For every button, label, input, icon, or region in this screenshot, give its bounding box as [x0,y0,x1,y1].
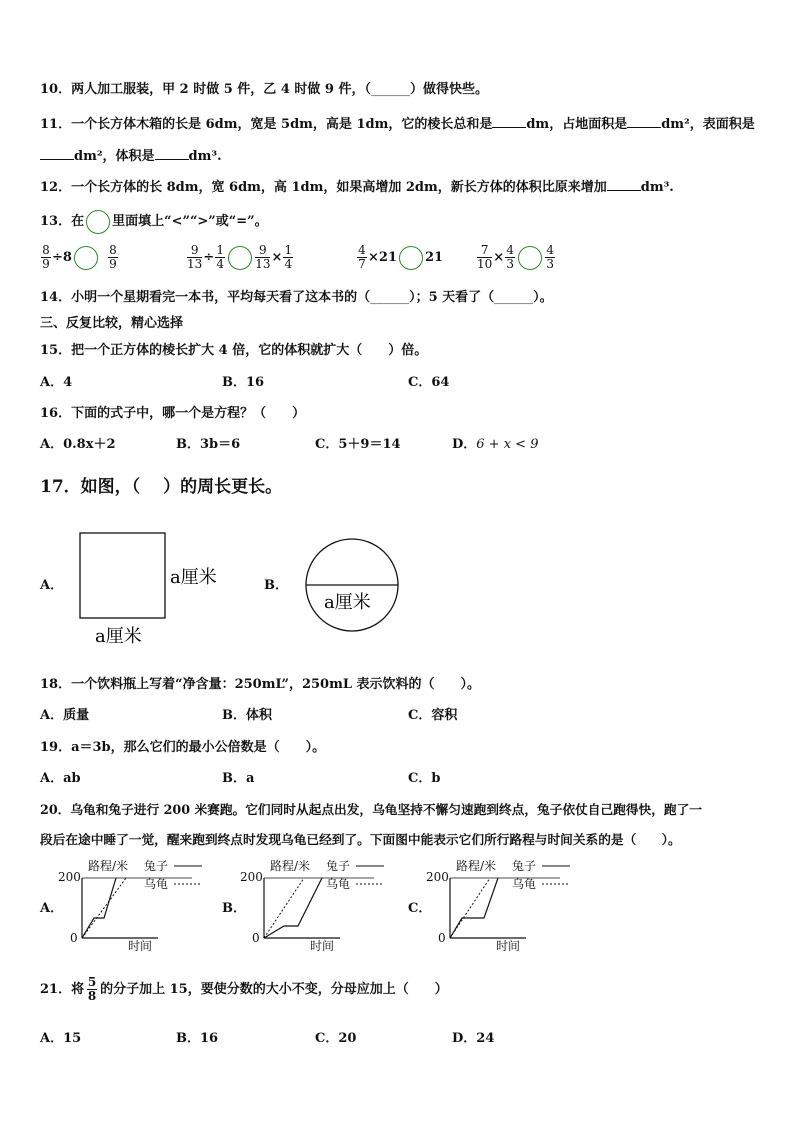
graph-option-c [426,856,576,956]
graph-option-b [240,856,390,956]
fraction: $\frac{4}{3}$ [506,243,514,271]
legend-rabbit-label: 兔子 [326,859,351,873]
compare-item-1: $\frac{8}{9}$ ÷8 $\frac{8}{9}$ [42,243,117,271]
y-tick-label: 200 [58,870,81,884]
fraction: $\frac{7}{10}$ [477,243,493,271]
question-20-line2: 段后在途中睡了一觉，醒来跑到终点时发现乌龟已经到了。下面图中能表示它们所行路程与时间关系的是（ ）。 [40,832,681,847]
section-heading: 三、反复比较，精心选择 [40,316,184,331]
q11-blank-area[interactable] [627,115,661,128]
turtle-series-line [82,878,126,938]
q20-option-a[interactable]: A． [40,901,64,916]
q16-option-d[interactable]: D．6 + x < 9 [452,437,539,452]
question-15: 15．把一个正方体的棱长扩大 4 倍，它的体积就扩大（ ）倍。 [40,343,428,358]
question-14: 14．小明一个星期看完一本书，平均每天看了这本书的（______）；5 天看了（______）。 [40,290,553,305]
rabbit-series-line [450,878,498,938]
fraction: $\frac{9}{13}$ [187,243,203,271]
q19-option-b[interactable]: B．a [222,771,255,786]
legend-rabbit-label: 兔子 [512,859,537,873]
fraction: $\frac{9}{13}$ [255,243,271,271]
q11-blank-volume[interactable] [155,147,189,160]
q18-option-b[interactable]: B．体积 [222,708,272,723]
question-21: 21．将 $\frac{5}{8}$ 的分子加上 15，要使分数的大小不变，分母应加上（ ） [40,975,448,1003]
q12-blank[interactable] [607,178,641,191]
q16-option-c[interactable]: C．5＋9＝14 [315,437,401,452]
q10-text: 10． [40,82,72,97]
q19-option-c[interactable]: C．b [408,771,441,786]
origin-label: 0 [70,931,78,945]
y-tick-label: 200 [240,870,263,884]
x-axis-label: 时间 [128,939,153,953]
q21-option-b[interactable]: B．16 [176,1031,219,1046]
square-bottom-label: a厘米 [95,626,142,647]
x-axis-label: 时间 [496,939,521,953]
q16-d-expression: 6 + x < 9 [476,437,539,452]
y-tick-label: 200 [426,870,449,884]
q17-option-a[interactable]: A． [40,578,64,593]
q17-option-b[interactable]: B． [264,578,288,593]
fraction: $\frac{1}{4}$ [216,243,224,271]
question-16: 16．下面的式子中，哪一个是方程？（ ） [40,406,306,421]
legend-turtle-label: 乌龟 [326,877,351,891]
q11-blank-surface[interactable] [40,147,74,160]
legend-turtle-label: 乌龟 [512,877,537,891]
answer-circle[interactable] [518,246,542,270]
fraction: $\frac{1}{4}$ [284,243,293,271]
origin-label: 0 [438,931,446,945]
square-side-label: a厘米 [170,567,217,588]
rabbit-series-line [82,878,116,938]
question-20-line1: 20．乌龟和兔子进行 200 米赛跑。它们同时从起点出发，乌龟坚持不懈匀速跑到终点，兔子依仗自己跑得快，跑了一 [40,802,702,817]
fraction: $\frac{4}{7}$ [358,243,366,271]
compare-item-2: $\frac{9}{13}$ ÷ $\frac{1}{4}$ $\frac{9}{13}$ × $\frac{1}{4}$ [187,243,293,271]
question-11-line2: dm²，体积是 dm³. [40,147,222,165]
q16-option-a[interactable]: A．0.8x＋2 [40,437,116,452]
answer-circle[interactable] [399,246,423,270]
fraction: $\frac{5}{8}$ [87,975,97,1003]
question-13: 13．在 里面填上“<”“>”或“=”。 [40,210,268,234]
question-12: 12．一个长方体的长 8dm，宽 6dm，高 1dm，如果高增加 2dm，新长方体的体积比原来增加 dm³. [40,180,674,195]
q14-blank-2[interactable]: ______ [494,290,534,305]
q15-option-a[interactable]: A．4 [40,375,73,390]
q14-blank-1[interactable]: ______ [370,290,410,305]
q21-option-d[interactable]: D．24 [452,1031,495,1046]
legend-turtle-label: 乌龟 [144,877,169,891]
q18-option-c[interactable]: C．容积 [408,708,458,723]
legend-rabbit-label: 兔子 [144,859,169,873]
answer-circle[interactable] [74,246,98,270]
semicircle-figure [300,535,405,635]
y-axis-label: 路程/米 [270,859,311,873]
q20-option-b[interactable]: B． [222,901,246,916]
question-19: 19．a＝3b，那么它们的最小公倍数是（ ）。 [40,740,326,755]
question-18: 18．一个饮料瓶上写着“净含量：250mL”，250mL 表示饮料的（ ）。 [40,677,481,692]
compare-item-3: $\frac{4}{7}$ ×21 21 [358,243,444,271]
rabbit-series-line [264,878,322,938]
square-figure [70,525,240,650]
fraction: $\frac{4}{3}$ [546,243,554,271]
compare-item-4: $\frac{7}{10}$ × $\frac{4}{3}$ $\frac{4}{3}$ [477,243,554,271]
fraction: $\frac{8}{9}$ [109,243,117,271]
question-10: 10．两人加工服装，甲 2 时做 5 件，乙 4 时做 9 件，（______）做得快些。 [40,82,488,97]
q19-option-a[interactable]: A．ab [40,771,81,786]
y-axis-label: 路程/米 [88,859,129,873]
turtle-series-line [264,878,304,938]
question-17: 17．如图，（ ）的周长更长。 [40,477,283,497]
q11-blank-edges[interactable] [492,115,526,128]
square-shape [80,533,165,618]
question-11-line1: 11．一个长方体木箱的长是 6dm，宽是 5dm，高是 1dm，它的棱长总和是 dm，占地面积是 dm²，表面积是 [40,117,755,132]
fraction: $\frac{8}{9}$ [42,243,50,271]
q21-option-c[interactable]: C．20 [315,1031,357,1046]
y-axis-label: 路程/米 [456,859,497,873]
q20-option-c[interactable]: C． [408,901,432,916]
q10-blank[interactable]: ______ [370,82,410,97]
q15-option-c[interactable]: C．64 [408,375,450,390]
comparison-circle-icon [86,210,110,234]
answer-circle[interactable] [228,246,252,270]
q21-option-a[interactable]: A．15 [40,1031,82,1046]
graph-option-a [58,856,208,956]
q18-option-a[interactable]: A．质量 [40,708,90,723]
origin-label: 0 [252,931,260,945]
diameter-label: a厘米 [324,592,371,613]
x-axis-label: 时间 [310,939,335,953]
q16-option-b[interactable]: B．3b＝6 [176,437,241,452]
q15-option-b[interactable]: B．16 [222,375,265,390]
